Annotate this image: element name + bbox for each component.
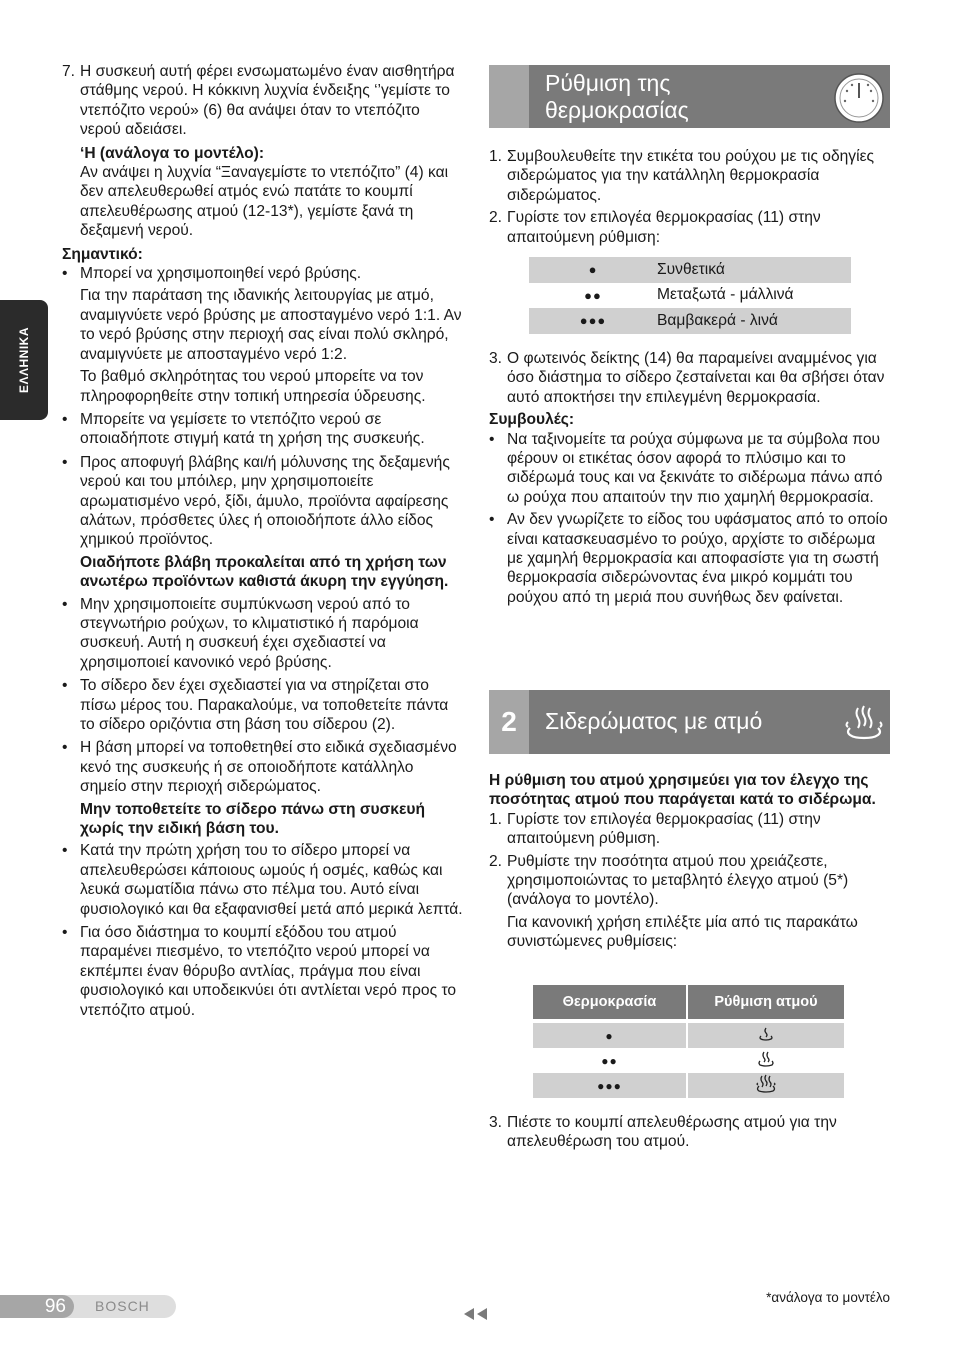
list-item: • Η βάση μπορεί να τοποθετηθεί στο ειδικά σχεδιασμένο κενό της συσκευής ή σε οποιοδήποτε κατάλληλο σημείο στην περιοχή σιδερώματος. xyxy=(62,739,457,796)
list-item: 7. Η συσκευή αυτή φέρει ενσωματωμένο έναν αισθητήρα στάθμης νερού. Η κόκκινη λυχνία ένδειξης ‘’γεμίστε το ντεπόζιτο νερού» (6) θα ανάψει όταν το ντεπόζιτο νερού αδειάσει. xyxy=(62,63,455,139)
steam-settings-table xyxy=(533,985,844,1098)
list-item: • Μπορείτε να γεμίσετε το ντεπόζιτο νερού σε οποιαδήποτε στιγμή κατά τη χρήση της συσκευής. xyxy=(62,410,425,448)
section-title: θερμοκρασίας xyxy=(545,97,689,123)
table-row: ●●● Βαμβακερά - λινά xyxy=(529,308,851,334)
list-item: • Προς αποφυγή βλάβης και/ή μόλυνσης της δεξαμενής νερού και του μπόιλερ, μην χρησιμοποιείτε αρωματισμένο νερό, ξίδι, άμυλο, προϊόντα αφαίρεσης αλάτων, πρόσθετες ύλες ή οποιοδήποτε άλλο είδος χημικού προϊόντος. xyxy=(62,453,450,549)
temperature-dial-icon xyxy=(832,71,886,125)
paragraph: Το βαθμό σκληρότητας του νερού μπορείτε να τον πληροφορηθείτε στην τοπική υπηρεσία ύδρευσης. xyxy=(80,368,426,405)
column-header: Θερμοκρασία xyxy=(533,985,688,1019)
temperature-steps-cont xyxy=(489,349,890,607)
list-item: 3. Πιέστε το κουμπί απελευθέρωσης ατμού για την απελευθέρωση του ατμού. xyxy=(489,1114,837,1151)
list-item: • Κατά την πρώτη χρήση του το σίδερο μπορεί να απελευθερώσει κάποιους ωμούς ή οσμές, καθώς και λευκά σωματίδια πάνω στο πέλμα του. Αυτό είναι φυσιολογικό και θα εξαφανισθεί μετά από μερικά λεπτά. xyxy=(62,842,463,918)
steam-steps-cont xyxy=(489,1113,890,1152)
footnote: *ανάλογα το μοντέλο xyxy=(766,1290,890,1305)
warranty-warning: Οιαδήποτε βλάβη προκαλείται από τη χρήση των ανωτέρω προϊόντων καθιστά άκυρη την εγγύηση. xyxy=(80,553,449,591)
page-number: 96 xyxy=(0,1295,74,1318)
list-item: • Μην χρησιμοποιείτε συμπύκνωση νερού από το στεγνωτήριο ρούχων, το κλιματιστικό ή παρόμοια συσκευή. Αυτή η συσκευή έχει σχεδιαστεί να χρησιμοποιεί κανονικό νερό βρύσης. xyxy=(62,595,419,671)
language-tab xyxy=(0,300,48,420)
section-title: Σιδερώματος με ατμό xyxy=(545,708,763,734)
table-row: ●● xyxy=(533,1048,844,1073)
steam-level-2-icon xyxy=(756,1050,776,1068)
steam-level-1-icon xyxy=(756,1025,776,1043)
base-warning: Μην τοποθετείτε το σίδερο πάνω στη συσκευή χωρίς την ειδική βάση του. xyxy=(80,800,425,838)
steam-steps xyxy=(489,771,890,952)
column-header: Ρύθμιση ατμού xyxy=(688,985,844,1019)
table-row: ● xyxy=(533,1023,844,1048)
list-item: 1. Γυρίστε τον επιλογέα θερμοκρασίας (11) στην απαιτούμενη ρύθμιση. xyxy=(489,810,821,848)
model-heading: ‘Η (ανάλογα το μοντέλο): xyxy=(80,144,265,162)
section-header-steam xyxy=(489,690,890,754)
list-item: • Να ταξινομείτε τα ρούχα σύμφωνα με τα σύμβολα που φέρουν οι ετικέτας όσον αφορά το πλύσιμο και το σιδέρωμά τους και να ξεκινάτε το σιδέρωμα πάνω από ω ρούχα που απαιτούν την πιο χαμηλή θερμοκρασία. xyxy=(489,430,883,506)
list-item: 1. Συμβουλευθείτε την ετικέτα του ρούχου με τις οδηγίες σιδερώματος για την κατάλληλη θερμοκρασία σιδερώματος. xyxy=(489,148,875,204)
list-item: 2. Γυρίστε τον επιλογέα θερμοκρασίας (11) στην απαιτούμενη ρύθμιση: xyxy=(489,209,821,246)
language-label: ΕΛΛΗΝΙΚΑ xyxy=(17,326,31,394)
list-item: 2. Ρυθμίστε την ποσότητα ατμού που χρειάζεστε, χρησιμοποιώντας το μεταβλητό έλεγχο ατμού (5*) (ανάλογα το μοντέλο). xyxy=(489,852,849,909)
temperature-table xyxy=(529,257,851,334)
footer-bar xyxy=(0,1295,176,1318)
table-row: ●●● xyxy=(533,1073,844,1098)
steam-icon xyxy=(842,702,886,742)
steam-level-3-icon xyxy=(755,1074,777,1094)
list-item: • Το σίδερο δεν έχει σχεδιαστεί για να στηρίζεται στο πίσω μέρος του. Παρακαλούμε, να τοποθετείτε πάντα το σίδερο οριζόντια στη βάση του σίδερου (2). xyxy=(62,677,449,733)
previous-page-icon[interactable] xyxy=(462,1306,490,1322)
section-header-temperature xyxy=(489,65,890,128)
list-item: • Για όσο διάστημα το κουμπί εξόδου του ατμού παραμένει πιεσμένο, το ντεπόζιτο νερού μπορεί να εκπέμπει έναν θόρυβο αντλίας, πράγμα που είναι φυσιολογικό και υποδεικνύει ότι αντλίεται νερό προς το ντεπόζιτο ατμού. xyxy=(62,924,457,1019)
paragraph: Για την παράταση της ιδανικής λειτουργίας με ατμό, αναμιγνύετε νερό βρύσης με αποσταγμένο νερό 1:1. Αν το νερό βρύσης στην περιοχή σας είναι πολύ σκληρό, αναμιγνύετε με αποσταγμένο νερό 1:2. xyxy=(80,287,462,363)
paragraph: Για κανονική χρήση επιλέξτε μία από τις παρακάτω συνιστώμενες ρυθμίσεις: xyxy=(507,913,858,951)
important-heading: Σημαντικό: xyxy=(62,245,143,263)
table-row: ● Συνθετικά xyxy=(529,257,851,283)
brand-label: BOSCH xyxy=(95,1298,150,1314)
tips-heading: Συμβουλές: xyxy=(489,411,575,429)
list-item: • Μπορεί να χρησιμοποιηθεί νερό βρύσης. xyxy=(62,265,362,283)
list-item: • Αν δεν γνωρίζετε το είδος του υφάσματος από το οποίο είναι κατασκευασμένο το ρούχο, αρχίστε το σιδέρωμα με χαμηλή θερμοκρασία και αποφασίστε για τη σωστή θερμοκρασία σιδερώνοντας ένα μικρό κομμάτι του ρούχου από τη μεριά που συνήθως δεν φαίνεται. xyxy=(489,511,888,606)
list-item: 3. Ο φωτεινός δείκτης (14) θα παραμείνει αναμμένος για όσο διάστημα το σίδερο ζεσταίνεται και θα σβήσει όταν αυτό αποκτήσει την επιλεγμένη θερμοκρασία. xyxy=(489,350,885,406)
steam-intro: Η ρύθμιση του ατμού χρησιμεύει για τον έλεγχο της ποσότητας ατμού που παράγεται κατά το σιδέρωμα. xyxy=(489,772,876,809)
table-header xyxy=(533,985,844,1019)
temperature-steps xyxy=(489,147,890,247)
left-column xyxy=(62,62,464,1020)
model-text: Αν ανάψει η λυχνία “Ξαναγεμίστε το ντεπόζιτο” (4) και δεν απελευθερωθεί ατμός ενώ πατάτε το κουμπί απελευθέρωσης ατμού (12-13*), γεμίστε ξανά τη δεξαμενή νερού. xyxy=(80,164,449,240)
section-title: Ρύθμιση της xyxy=(545,70,671,96)
table-row: ●● Μεταξωτά - μάλλινά xyxy=(584,286,794,304)
section-number: 2 xyxy=(501,706,517,737)
